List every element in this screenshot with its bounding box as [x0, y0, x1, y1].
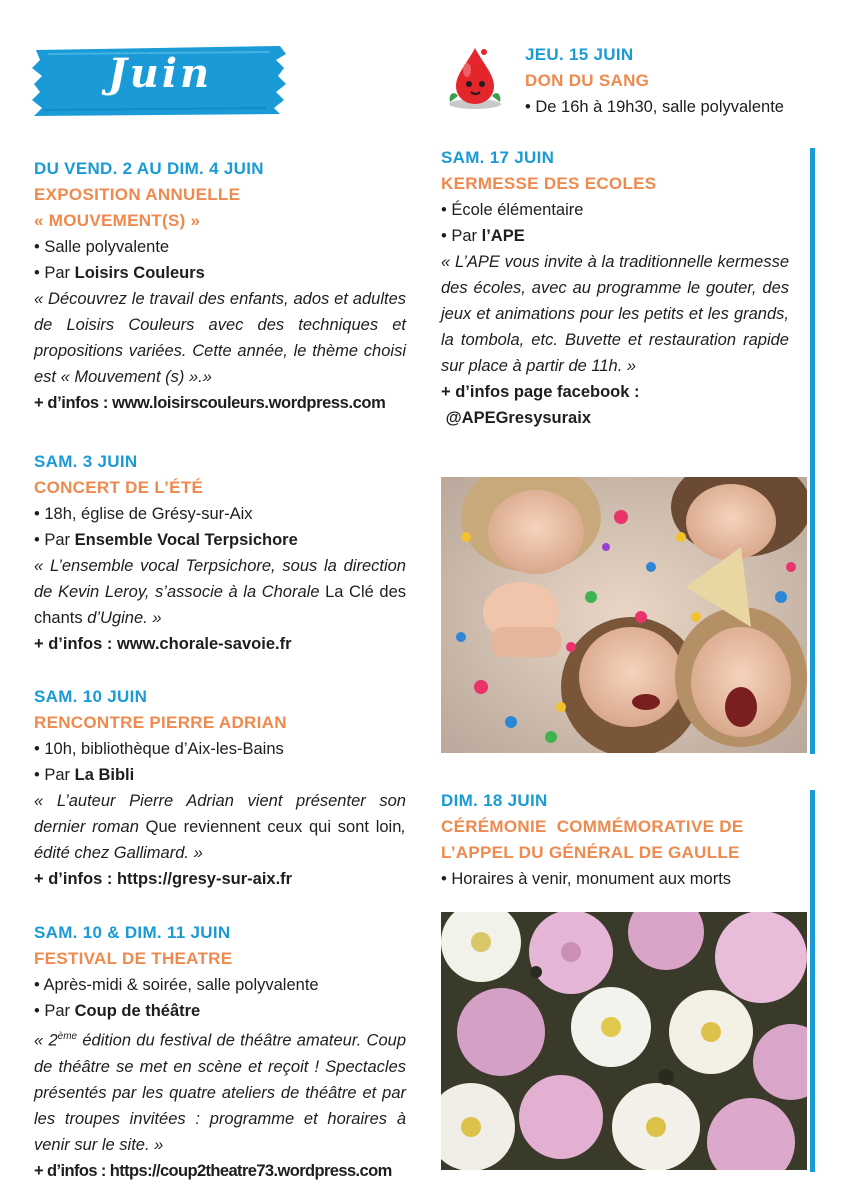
month-banner	[30, 40, 290, 120]
organizer-prefix: • Par	[34, 531, 75, 549]
organizer-prefix: • Par	[34, 264, 75, 282]
event-location: • 18h, église de Grésy-sur-Aix	[34, 505, 253, 523]
event-date: SAM. 10 & DIM. 11 JUIN	[34, 923, 231, 942]
organizer-name: Ensemble Vocal Terpsichore	[74, 531, 298, 549]
event-title: CONCERT DE L’ÉTÉ	[34, 478, 204, 497]
quote-part: , édité chez Gallimard. »	[34, 818, 406, 862]
quote-part: « 2	[34, 1031, 58, 1050]
organizer-prefix: • Par	[441, 227, 482, 245]
event-date: DU VEND. 2 AU DIM. 4 JUIN	[34, 159, 264, 178]
quote-part: « L’auteur Pierre Adrian vient présenter son dernier roman	[34, 792, 406, 836]
event-date: DIM. 18 JUIN	[441, 791, 548, 810]
quote-title: La Clé des chants	[34, 583, 406, 627]
event-info-link[interactable]: + d’infos : https://gresy-sur-aix.fr	[34, 870, 293, 888]
organizer-prefix: • Par	[34, 766, 75, 784]
event-info-link[interactable]: + d’infos : www.chorale-savoie.fr	[34, 635, 292, 653]
event-info-link[interactable]: + d’infos : https://coup2theatre73.wordpress.com	[34, 1161, 392, 1180]
organizer-name: La Bibli	[74, 766, 135, 784]
organizer-prefix: • Par	[34, 1002, 75, 1020]
organizer-name: Coup de théâtre	[74, 1002, 201, 1020]
event-location: • Horaires à venir, monument aux morts	[441, 870, 732, 888]
event-ceremonie	[441, 788, 803, 892]
organizer-name: l’APE	[481, 227, 525, 245]
children-confetti-photo	[441, 477, 807, 753]
event-description	[34, 788, 406, 866]
chrysanthemum-flowers-photo	[441, 912, 807, 1170]
event-organizer	[441, 223, 789, 249]
quote-part: d’Ugine. »	[82, 609, 162, 627]
event-location: • Salle polyvalente	[34, 238, 170, 256]
organizer-name: Loisirs Couleurs	[74, 264, 205, 282]
event-organizer	[34, 260, 406, 286]
event-don-du-sang	[525, 42, 825, 120]
event-location: • De 16h à 19h30, salle polyvalente	[525, 98, 784, 116]
event-kermesse	[441, 145, 789, 431]
event-description	[34, 553, 406, 631]
event-date: JEU. 15 JUIN	[525, 45, 634, 64]
quote-superscript: ème	[57, 1031, 78, 1042]
event-title-line2: « MOUVEMENT(S) »	[34, 211, 201, 230]
event-organizer	[34, 527, 406, 553]
section-accent-bar	[810, 790, 815, 1172]
event-title: RENCONTRE PIERRE ADRIAN	[34, 713, 287, 732]
event-title: DON DU SANG	[525, 71, 650, 90]
event-info-link[interactable]: + d’infos page facebook :	[441, 383, 640, 401]
quote-title: Que reviennent ceux qui sont loin	[145, 818, 402, 836]
event-date: SAM. 3 JUIN	[34, 452, 138, 471]
event-description: « L’APE vous invite à la traditionnelle kermesse des écoles, avec au programme le gouter, des jeux et animations pour les petits et les grands, la tombola, etc. Buvette et restauration rapide sur place à partir de 11h. »	[441, 253, 789, 375]
month-title: Juin	[107, 50, 213, 97]
event-exposition	[34, 156, 406, 416]
event-info-link[interactable]: + d’infos : www.loisirscouleurs.wordpress.com	[34, 394, 386, 412]
facebook-handle-link[interactable]: @APEGresysuraix	[441, 409, 591, 427]
event-title: EXPOSITION ANNUELLE	[34, 185, 241, 204]
event-description: « Découvrez le travail des enfants, ados et adultes de Loisirs Couleurs avec des techniques et propositions variées. Cette année, le thème choisi est « Mouvement (s) ».»	[34, 290, 406, 386]
event-location: • 10h, bibliothèque d’Aix-les-Bains	[34, 740, 284, 758]
blood-drop-mascot-icon	[440, 42, 510, 112]
event-concert	[34, 449, 406, 657]
event-location: • École élémentaire	[441, 201, 584, 219]
event-location: • Après-midi & soirée, salle polyvalente	[34, 976, 319, 994]
event-title: CÉRÉMONIE COMMÉMORATIVE DE	[441, 817, 744, 836]
event-organizer	[34, 762, 406, 788]
quote-part: « L’ensemble vocal Terpsichore, sous la direction de Kevin Leroy, s’associe à la Chorale	[34, 557, 406, 601]
event-title-line2: L’APPEL DU GÉNÉRAL DE GAULLE	[441, 843, 740, 862]
event-organizer	[34, 998, 406, 1024]
quote-part: édition du festival de théâtre amateur. Coup de théâtre se met en scène et reçoit ! Spectacles présentés par les quatre ateliers de théâtre et par les troupes invitées : programme et horaires à venir sur le site. »	[34, 1031, 407, 1154]
event-title: FESTIVAL DE THEATRE	[34, 949, 233, 968]
event-date: SAM. 10 JUIN	[34, 687, 148, 706]
event-date: SAM. 17 JUIN	[441, 148, 555, 167]
event-title: KERMESSE DES ECOLES	[441, 174, 657, 193]
section-accent-bar	[810, 148, 815, 754]
event-description	[34, 1024, 406, 1158]
event-rencontre	[34, 684, 406, 892]
event-festival	[34, 920, 406, 1184]
